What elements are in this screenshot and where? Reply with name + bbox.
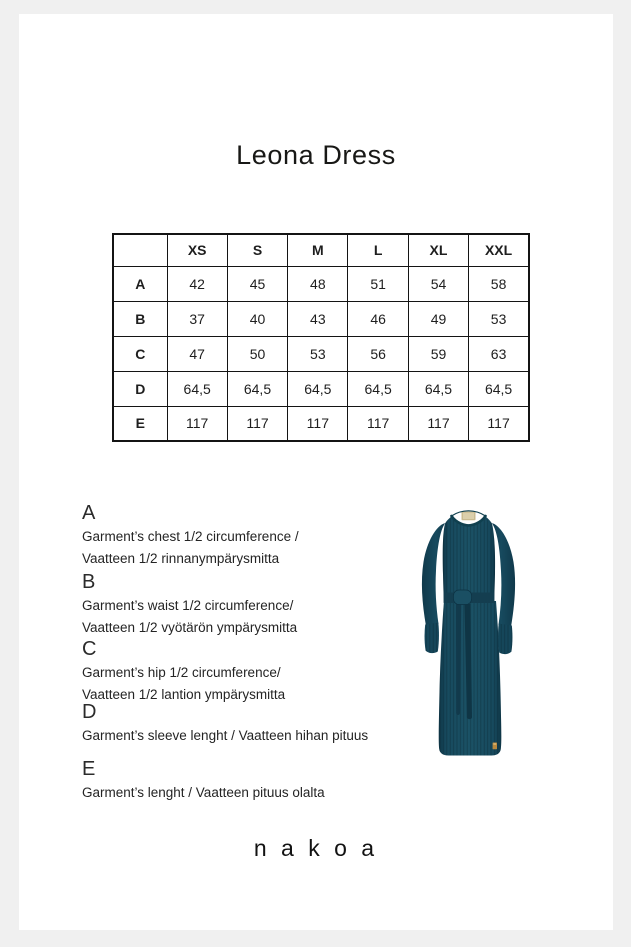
size-column-s: S <box>227 234 287 266</box>
measurement-cell: 117 <box>408 406 468 441</box>
cuff-right-rib <box>498 624 512 655</box>
measurement-cell: 53 <box>469 301 529 336</box>
legend-line-en: Garment’s chest 1/2 circumference / <box>82 529 299 544</box>
measurement-cell: 64,5 <box>348 371 408 406</box>
measurement-cell: 64,5 <box>408 371 468 406</box>
brand-logo: n a k o a <box>253 835 379 861</box>
size-table <box>112 233 530 442</box>
inner-brand-label-center <box>463 513 474 519</box>
measurement-cell: 64,5 <box>469 371 529 406</box>
legend-letter: D <box>82 701 97 723</box>
row-label: D <box>113 371 167 406</box>
table-row-d <box>113 371 529 406</box>
page-title: Leona Dress <box>236 140 396 170</box>
measurement-cell: 40 <box>227 301 287 336</box>
legend-item-b <box>82 573 297 639</box>
legend-letter: A <box>82 502 96 524</box>
table-row-e <box>113 406 529 441</box>
size-table-corner-cell <box>113 234 167 266</box>
legend-line-fi: Vaatteen 1/2 vyötärön ympärysmitta <box>82 620 298 635</box>
size-table-header-row <box>113 234 529 266</box>
measurement-cell: 64,5 <box>167 371 227 406</box>
row-label: A <box>113 266 167 301</box>
legend-line-fi: Vaatteen 1/2 lantion ympärysmitta <box>82 687 286 702</box>
sleeve-left <box>422 523 445 626</box>
legend-line-en: Garment’s lenght / Vaatteen pituus olalta <box>82 785 325 800</box>
measurement-cell: 117 <box>469 406 529 441</box>
size-column-xxl: XXL <box>469 234 529 266</box>
measurement-cell: 45 <box>227 266 287 301</box>
size-column-m: M <box>288 234 348 266</box>
measurement-cell: 63 <box>469 336 529 371</box>
measurement-cell: 117 <box>167 406 227 441</box>
legend-letter: B <box>82 571 96 593</box>
product-photo-leona-dress <box>398 502 538 768</box>
table-row-b <box>113 301 529 336</box>
legend-description <box>82 725 368 747</box>
measurement-cell: 50 <box>227 336 287 371</box>
measurement-cell: 64,5 <box>227 371 287 406</box>
size-column-xl: XL <box>408 234 468 266</box>
row-label: E <box>113 406 167 441</box>
measurement-cell: 56 <box>348 336 408 371</box>
belt-knot <box>454 590 472 605</box>
legend-item-a <box>82 504 299 570</box>
size-column-xs: XS <box>167 234 227 266</box>
legend-description <box>82 662 285 706</box>
legend-item-c <box>82 640 285 706</box>
table-row-a <box>113 266 529 301</box>
legend-line-fi: Vaatteen 1/2 rinnanympärysmitta <box>82 551 280 566</box>
measurement-cell: 117 <box>348 406 408 441</box>
measurement-cell: 49 <box>408 301 468 336</box>
measurement-cell: 59 <box>408 336 468 371</box>
measurement-cell: 117 <box>227 406 287 441</box>
cuff-left-rib <box>425 623 439 654</box>
legend-letter: E <box>82 758 96 780</box>
measurement-cell: 46 <box>348 301 408 336</box>
legend-line-en: Garment’s hip 1/2 circumference/ <box>82 665 281 680</box>
measurement-cell: 117 <box>288 406 348 441</box>
measurement-cell: 42 <box>167 266 227 301</box>
legend-item-e <box>82 760 325 804</box>
legend-line-en: Garment’s waist 1/2 circumference/ <box>82 598 294 613</box>
size-column-l: L <box>348 234 408 266</box>
legend-item-d <box>82 703 368 747</box>
measurement-cell: 37 <box>167 301 227 336</box>
measurement-cell: 51 <box>348 266 408 301</box>
measurement-cell: 43 <box>288 301 348 336</box>
measurement-cell: 53 <box>288 336 348 371</box>
measurement-cell: 47 <box>167 336 227 371</box>
table-row-c <box>113 336 529 371</box>
measurement-cell: 54 <box>408 266 468 301</box>
size-guide-sheet <box>19 14 613 930</box>
row-label: C <box>113 336 167 371</box>
measurement-cell: 64,5 <box>288 371 348 406</box>
measurement-cell: 58 <box>469 266 529 301</box>
row-label: B <box>113 301 167 336</box>
legend-letter: C <box>82 638 97 660</box>
legend-description <box>82 782 325 804</box>
dress-illustration <box>398 502 538 768</box>
legend-line-en: Garment’s sleeve lenght / Vaatteen hihan pituus <box>82 728 369 743</box>
legend-description <box>82 595 297 639</box>
legend-description <box>82 526 299 570</box>
hem-tag-highlight <box>493 743 496 744</box>
measurement-cell: 48 <box>288 266 348 301</box>
